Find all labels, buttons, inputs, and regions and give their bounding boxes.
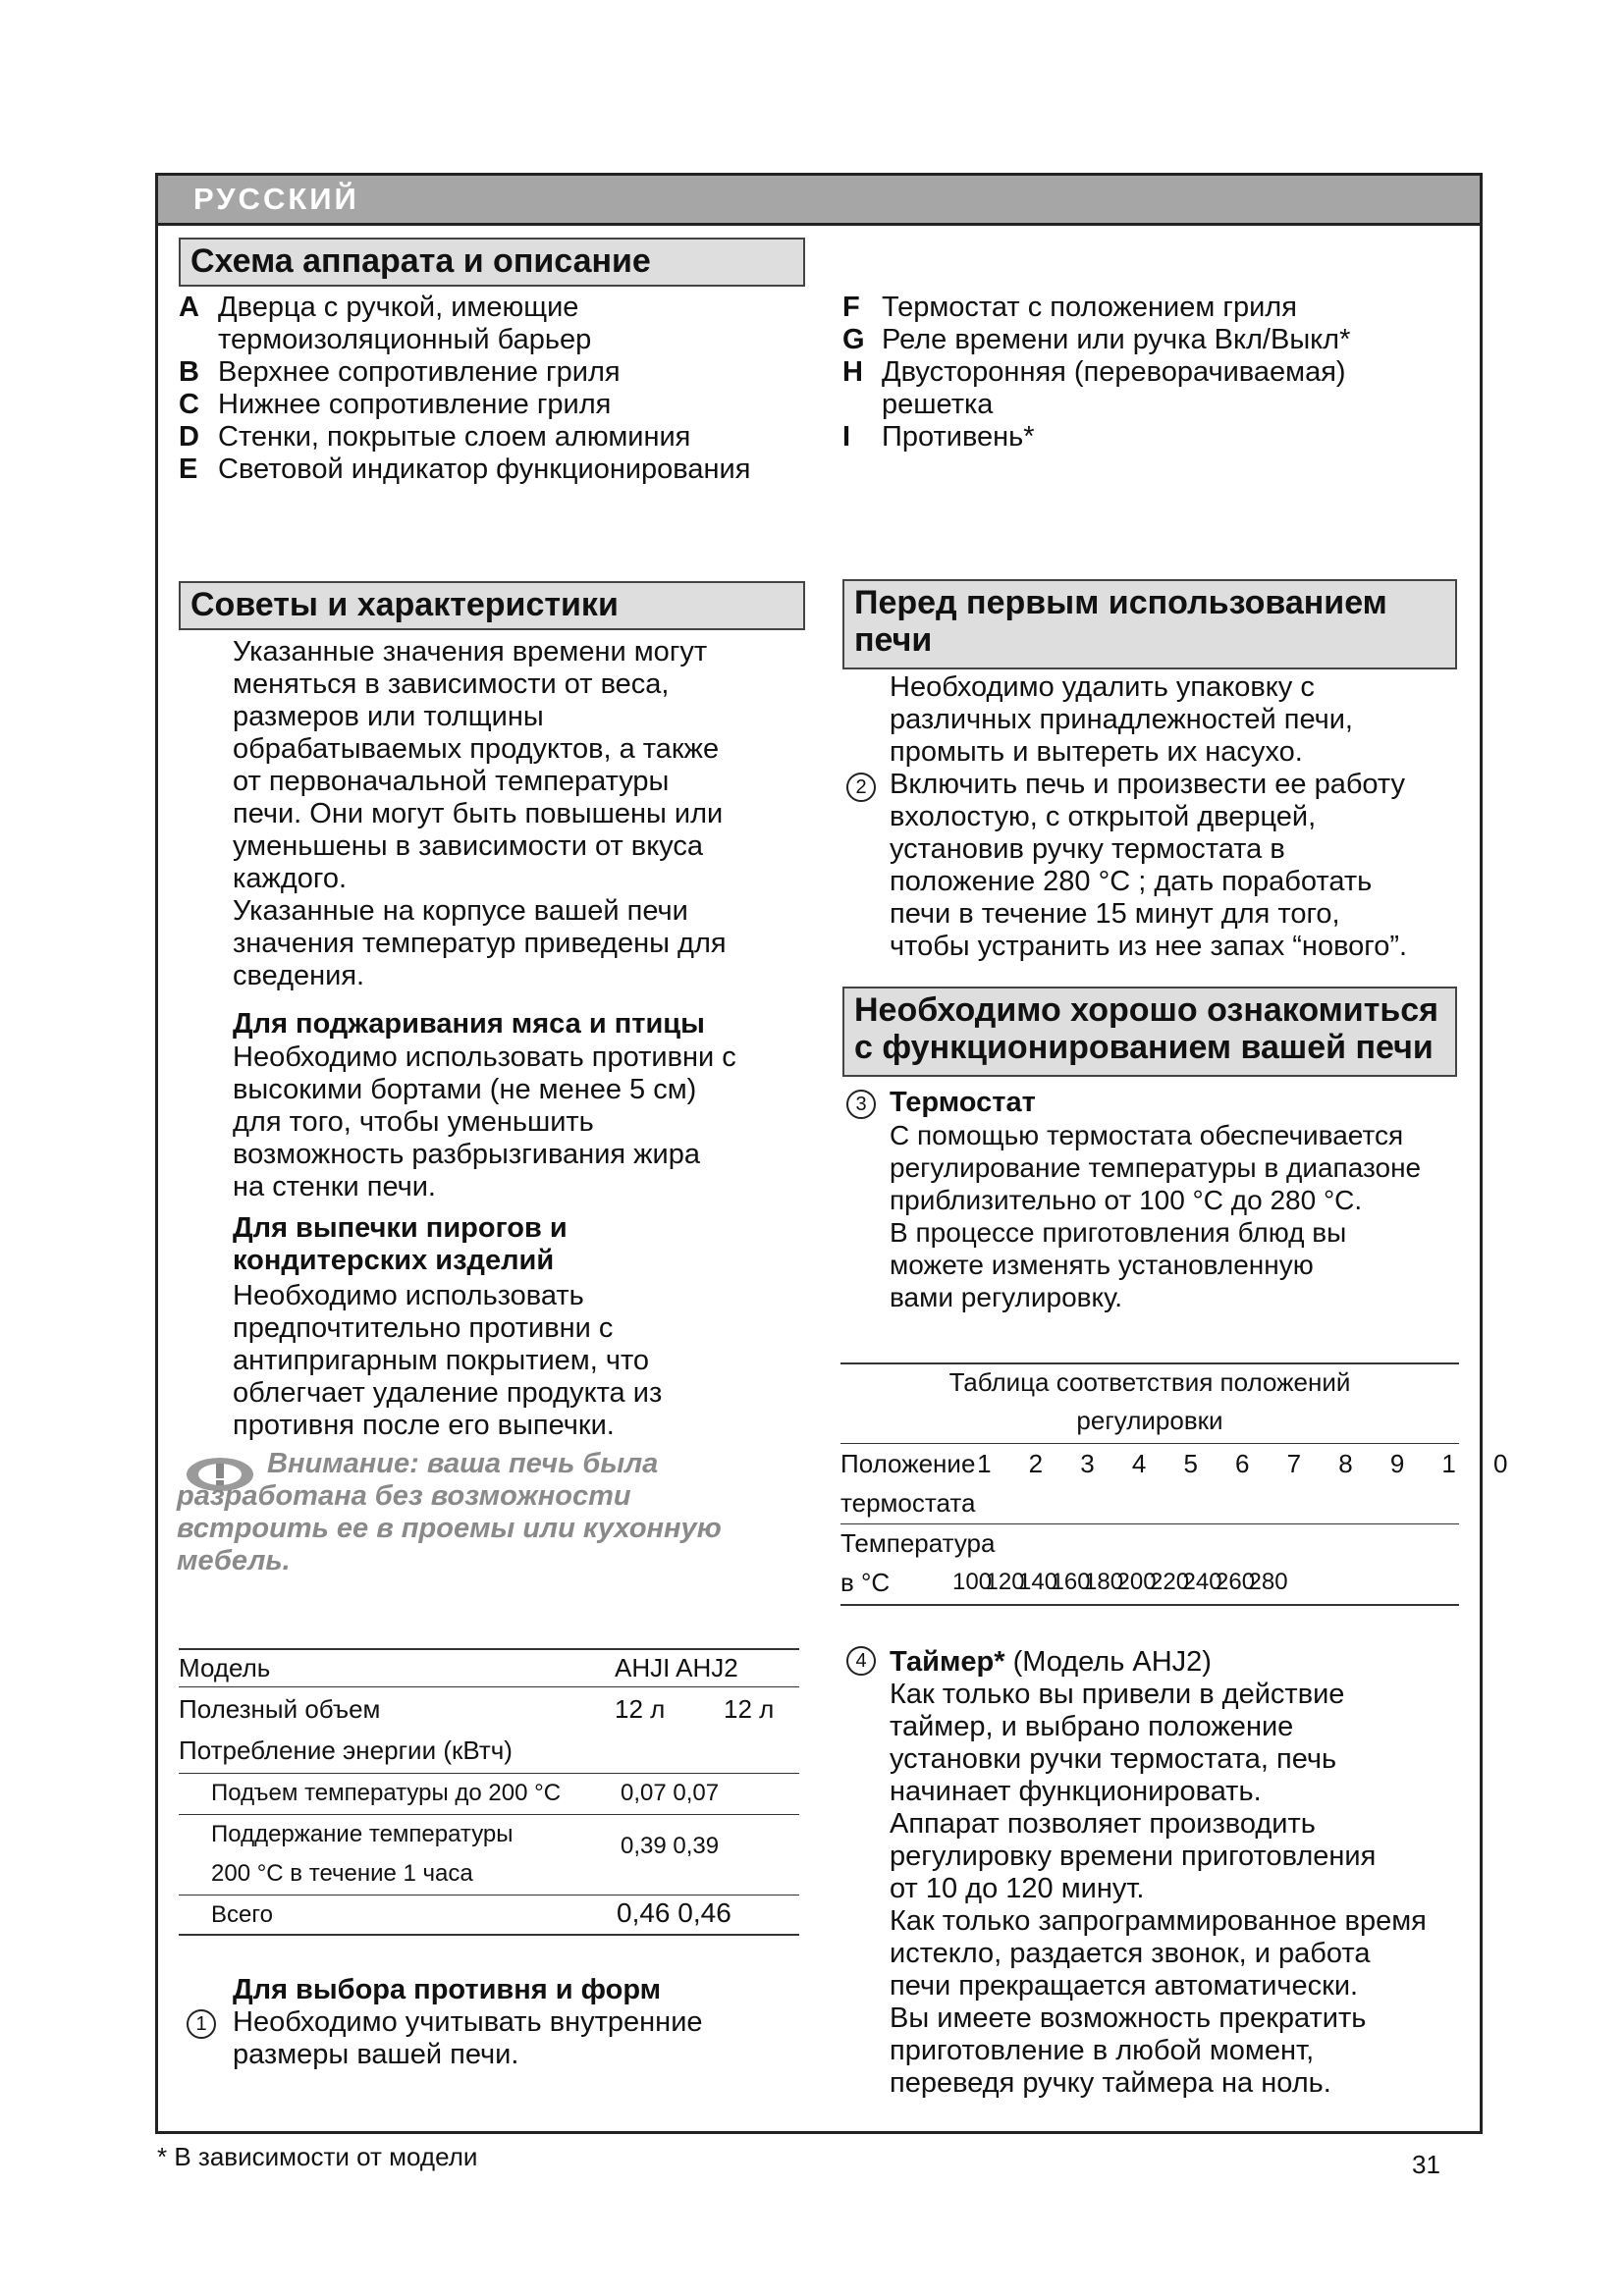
thermo-caption-1: Таблица соответствия положений	[948, 1367, 1351, 1397]
legend-key: A	[179, 292, 199, 323]
scheme-heading: Схема аппарата и описание	[179, 238, 805, 287]
temp-value: 180	[1084, 1569, 1124, 1595]
first-use-text-1	[890, 671, 1353, 769]
text-line: регулирование температуры в диапазоне	[890, 1152, 1422, 1183]
legend-text-continued: термоизоляционный барьер	[218, 324, 592, 355]
maintain-values: 0,39 0,39	[621, 1833, 720, 1859]
temp-value: 260	[1216, 1569, 1256, 1595]
heatup-values: 0,07 0,07	[621, 1780, 720, 1806]
scheme-right-list	[842, 292, 1471, 454]
text-line: сведения.	[233, 960, 365, 991]
volume-label: Полезный объем	[179, 1694, 381, 1724]
text-line: установки ручки термостата, печь	[890, 1743, 1337, 1775]
position-value: 1	[977, 1449, 992, 1478]
text-line: Необходимо использовать противни с	[233, 1041, 736, 1073]
text-line: чтобы устранить из нее запах “нового”.	[890, 931, 1408, 962]
legend-text: Термостат с положением гриля	[882, 292, 1297, 323]
legend-text: Дверца с ручкой, имеющие	[218, 292, 579, 323]
heading-line: Необходимо хорошо ознакомиться	[854, 991, 1438, 1029]
text-line: регулировку времени приготовления	[890, 1841, 1377, 1872]
text-line: размеров или толщины	[233, 701, 544, 732]
meat-subtitle: Для поджаривания мяса и птицы	[233, 1008, 705, 1040]
trays-text	[233, 2006, 703, 2071]
timer-title: Таймер*	[890, 1646, 1005, 1678]
pastry-text	[233, 1280, 662, 1442]
text-line: таймер, и выбрано положение	[890, 1711, 1294, 1742]
warning-line: встроить ее в проемы или кухонную	[177, 1513, 722, 1544]
legend-item	[179, 292, 807, 324]
text-line: положение 280 °С ; дать поработать	[890, 866, 1373, 897]
model-label: Модель	[179, 1653, 271, 1682]
text-line: размеры вашей печи.	[233, 2039, 519, 2070]
text-line: начинает функционировать.	[890, 1776, 1262, 1807]
energy-label: Потребление энергии (кВтч)	[179, 1735, 513, 1765]
legend-key: D	[179, 421, 199, 453]
maintain-label-2: 200 °С в течение 1 часа	[211, 1860, 473, 1887]
model-values: AHJI AHJ2	[615, 1653, 738, 1682]
warning-text	[177, 1448, 805, 1577]
text-line: уменьшены в зависимости от вкуса	[233, 830, 704, 862]
text-line: на стенки печи.	[233, 1171, 436, 1202]
legend-text-continued: решетка	[882, 389, 994, 420]
temp-label-2: в °С	[840, 1568, 891, 1597]
legend-text: Реле времени или ручка Вкл/Выкл*	[882, 324, 1351, 355]
legend-item	[842, 292, 1471, 324]
legend-text: Противень*	[882, 421, 1035, 453]
subtitle-line: Для выпечки пирогов и	[233, 1212, 568, 1244]
thermostat-text	[890, 1119, 1421, 1313]
text-line: печи прекращается автоматически.	[890, 1970, 1359, 2002]
step-1-marker: 1	[187, 2009, 216, 2039]
specs-top-rule	[179, 1648, 799, 1650]
text-line: обрабатываемых продуктов, а также	[233, 733, 720, 765]
specs-rule-3	[179, 1814, 799, 1815]
step-4-marker: 4	[846, 1646, 876, 1676]
trays-subtitle: Для выбора противня и форм	[233, 1974, 662, 2005]
text-line: печи в течение 15 минут для того,	[890, 898, 1340, 930]
text-line: В процессе приготовления блюд вы	[890, 1217, 1347, 1248]
text-line: вхолостую, с открытой дверцей,	[890, 801, 1317, 832]
legend-text: Нижнее сопротивление гриля	[218, 389, 612, 420]
text-line: истекло, раздается звонок, и работа	[890, 1938, 1371, 1969]
scheme-left-list	[179, 292, 807, 486]
text-line: для того, чтобы уменьшить	[233, 1106, 594, 1138]
position-value: 7	[1286, 1449, 1302, 1478]
text-line: Необходимо удалить упаковку с	[890, 671, 1315, 703]
position-value: 8	[1338, 1449, 1353, 1478]
language-bar: РУССКИЙ	[158, 176, 1480, 226]
text-line: С помощью термостата обеспечивается	[890, 1120, 1404, 1150]
heading-line: Перед первым использованием	[854, 584, 1387, 621]
thermo-table-bottom-rule	[840, 1604, 1459, 1606]
temp-value: 240	[1182, 1569, 1222, 1595]
volume-value-2: 12 л	[724, 1694, 775, 1724]
legend-key: E	[179, 454, 198, 485]
timer-heading	[890, 1646, 1212, 1679]
temp-value: 280	[1248, 1569, 1288, 1595]
legend-text: Двусторонняя (переворачиваемая)	[882, 356, 1346, 388]
text-line: Указанные на корпусе вашей печи	[233, 895, 688, 927]
specs-rule-2	[179, 1773, 799, 1774]
text-line: каждого.	[233, 863, 348, 894]
position-label-2: термостата	[840, 1488, 976, 1518]
legend-key: I	[842, 421, 851, 453]
text-line: Аппарат позволяет производить	[890, 1808, 1316, 1840]
text-line: значения температур приведены для	[233, 928, 727, 959]
meat-text	[233, 1041, 736, 1203]
text-line: Как только вы привели в действие	[890, 1679, 1345, 1710]
legend-key: C	[179, 389, 199, 420]
text-line: промыть и вытереть их насухо.	[890, 736, 1303, 768]
heading-line: с функционированием вашей печи	[854, 1029, 1434, 1066]
text-line: вами регулировку.	[890, 1282, 1123, 1312]
volume-value-1: 12 л	[615, 1694, 666, 1724]
heatup-label: Подъем температуры до 200 °С	[211, 1780, 562, 1806]
text-line: высокими бортами (не менее 5 см)	[233, 1074, 697, 1105]
thermo-caption-2: регулировки	[1076, 1406, 1223, 1435]
first-use-text-2	[890, 769, 1407, 963]
legend-key: H	[842, 356, 863, 388]
thermo-table-rule-1	[840, 1443, 1459, 1444]
text-line: приблизительно от 100 °С до 280 °С.	[890, 1185, 1363, 1215]
position-value: 5	[1183, 1449, 1198, 1478]
thermo-table-rule-2	[840, 1523, 1459, 1524]
temp-value: 220	[1150, 1569, 1190, 1595]
specs-bottom-rule	[179, 1934, 799, 1936]
thermostat-title: Термостат	[890, 1087, 1036, 1118]
position-label-1: Положение	[840, 1449, 976, 1478]
heading-line: печи	[854, 621, 933, 659]
legend-text: Световой индикатор функционирования	[218, 454, 751, 485]
legend-text: Стенки, покрытые слоем алюминия	[218, 421, 691, 453]
temp-label-1: Температура	[840, 1528, 996, 1558]
specs-rule-1	[179, 1686, 799, 1687]
pastry-subtitle	[233, 1212, 568, 1277]
maintain-label-1: Поддержание температуры	[211, 1821, 514, 1847]
subtitle-line: кондитерских изделий	[233, 1245, 555, 1276]
warning-line: разработана без возможности	[177, 1480, 631, 1512]
step-3-marker: 3	[846, 1090, 876, 1119]
text-line: от 10 до 120 минут.	[890, 1873, 1145, 1904]
position-value: 4	[1131, 1449, 1147, 1478]
legend-item	[179, 356, 807, 389]
footnote: * В зависимости от модели	[157, 2142, 478, 2171]
text-line: антипригарным покрытием, что	[233, 1345, 650, 1376]
text-line: Необходимо использовать	[233, 1280, 584, 1311]
total-values: 0,46 0,46	[617, 1897, 731, 1928]
warning-line: Внимание: ваша печь была	[267, 1448, 659, 1479]
text-line: различных принадлежностей печи,	[890, 704, 1353, 735]
text-line: от первоначальной температуры	[233, 766, 670, 797]
legend-key: B	[179, 356, 199, 388]
temp-value: 200	[1116, 1569, 1157, 1595]
timer-model: (Модель AHJ2)	[1004, 1646, 1212, 1678]
tips-heading: Советы и характеристики	[179, 581, 805, 630]
legend-key: G	[842, 324, 865, 355]
step-2-marker: 2	[846, 773, 876, 802]
legend-item	[842, 421, 1471, 454]
legend-key: F	[842, 292, 860, 323]
legend-item	[179, 389, 807, 421]
legend-item	[842, 324, 1471, 356]
legend-item	[179, 421, 807, 454]
positions-row	[958, 1449, 1527, 1478]
position-value: 0	[1493, 1449, 1508, 1478]
text-line: предпочтительно противни с	[233, 1312, 614, 1344]
temp-value: 100	[952, 1569, 993, 1595]
position-value: 3	[1080, 1449, 1095, 1478]
page-number: 31	[1412, 2150, 1440, 2179]
text-line: переведя ручку таймера на ноль.	[890, 2067, 1331, 2099]
position-value: 9	[1389, 1449, 1405, 1478]
know-heading	[842, 987, 1457, 1077]
thermo-table-top-rule	[840, 1362, 1459, 1364]
temp-value: 120	[985, 1569, 1025, 1595]
text-line: облегчает удаление продукта из	[233, 1377, 663, 1409]
first-use-heading	[842, 579, 1457, 669]
text-line: установив ручку термостата в	[890, 833, 1285, 865]
temps-row	[952, 1568, 1288, 1597]
specs-rule-4	[179, 1895, 799, 1896]
text-line: Как только запрограммированное время	[890, 1905, 1427, 1937]
position-value: 2	[1028, 1449, 1044, 1478]
legend-item	[179, 454, 807, 486]
legend-item	[842, 356, 1471, 389]
text-line: приготовление в любой момент,	[890, 2035, 1315, 2066]
legend-text: Верхнее сопротивление гриля	[218, 356, 621, 388]
temp-value: 140	[1018, 1569, 1058, 1595]
temp-value: 160	[1051, 1569, 1091, 1595]
total-label: Всего	[211, 1901, 273, 1928]
text-line: Указанные значения времени могут	[233, 636, 708, 667]
timer-text	[890, 1679, 1427, 2100]
text-line: Вы имеете возможность прекратить	[890, 2002, 1367, 2034]
tips-intro-text	[233, 636, 727, 992]
position-value: 1	[1441, 1449, 1456, 1478]
text-line: можете изменять установленную	[890, 1250, 1314, 1280]
text-line: возможность разбрызгивания жира	[233, 1139, 701, 1170]
text-line: Необходимо учитывать внутренние	[233, 2006, 703, 2038]
text-line: Включить печь и произвести ее работу	[890, 769, 1406, 800]
text-line: меняться в зависимости от веса,	[233, 668, 670, 700]
position-value: 6	[1235, 1449, 1250, 1478]
text-line: противня после его выпечки.	[233, 1410, 615, 1441]
warning-line: мебель.	[177, 1545, 291, 1576]
text-line: печи. Они могут быть повышены или	[233, 798, 724, 829]
